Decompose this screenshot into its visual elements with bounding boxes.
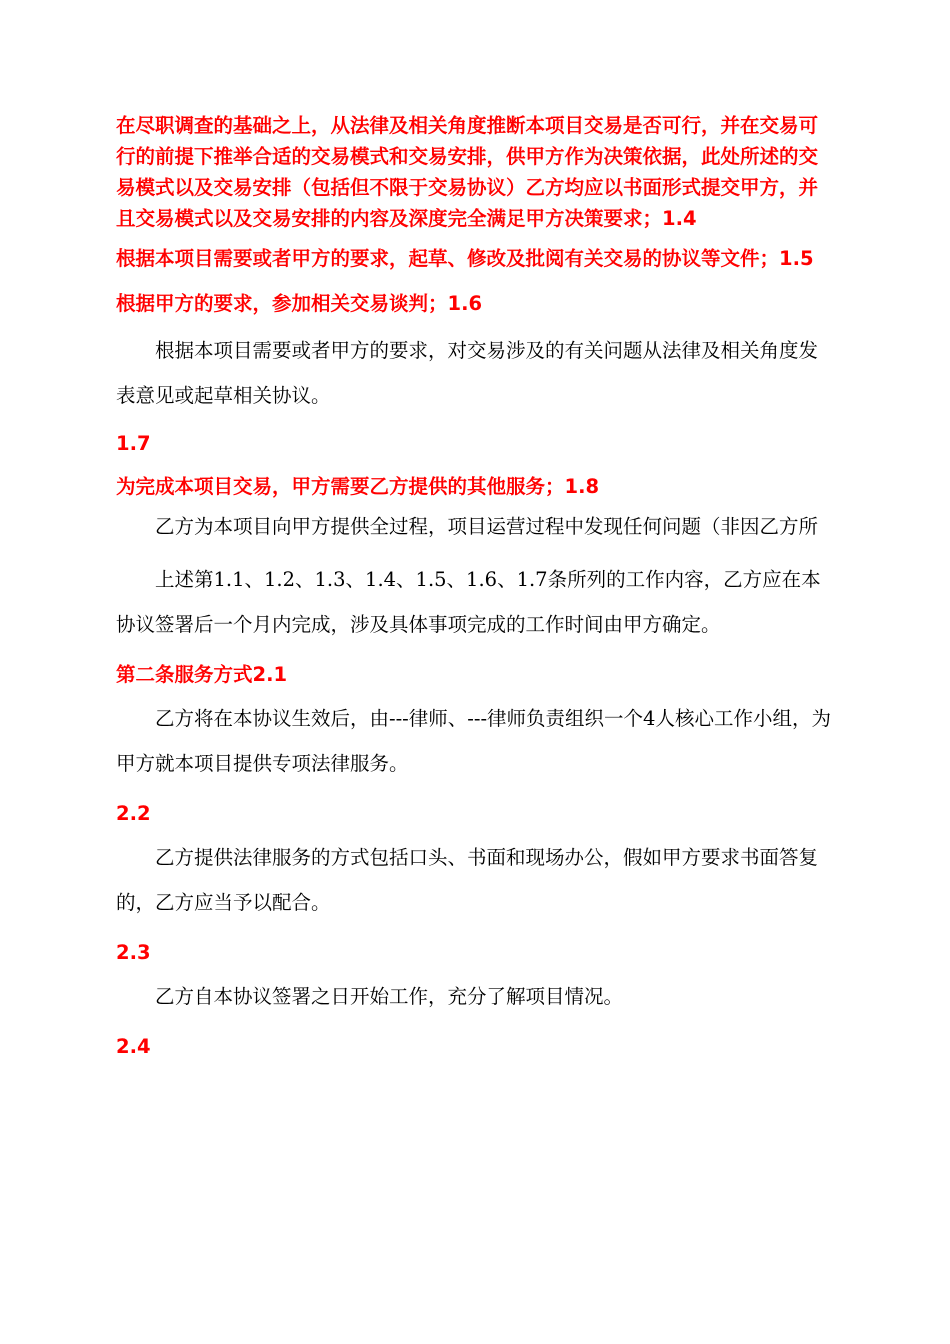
section-number-2-4: 2.4 (116, 1035, 151, 1058)
article-2-heading: 第二条服务方式2.1 (116, 663, 288, 686)
paragraph-1-7: 为完成本项目交易，甲方需要乙方提供的其他服务；1.8 (116, 475, 600, 498)
paragraph-1-3: 在尽职调查的基础之上，从法律及相关角度推断本项目交易是否可行，并在交易可行的前提下推举合适的交易模式和交易安排，供甲方作为决策依据，此处所述的交易模式以及交易安排（包括但不限于交易协议）乙方均应以书面形式提交甲方，并且交易模式以及交易安排的内容及深度完全满足甲方决策要求；1.4 (116, 114, 819, 230)
section-number-1-7: 1.7 (116, 432, 151, 455)
paragraph-2-2-body: 乙方提供法律服务的方式包括口头、书面和现场办公，假如甲方要求书面答复的，乙方应当予以配合。 (116, 846, 819, 914)
paragraph-1-8-body: 乙方为本项目向甲方提供全过程，项目运营过程中发现任何问题（非因乙方所 (155, 515, 819, 538)
document-body (116, 110, 836, 1062)
paragraph-1-4: 根据本项目需要或者甲方的要求，起草、修改及批阅有关交易的协议等文件；1.5 (116, 247, 814, 270)
paragraph-completion-time: 上述第1.1、1.2、1.3、1.4、1.5、1.6、1.7条所列的工作内容，乙方应在本协议签署后一个月内完成，涉及具体事项完成的工作时间由甲方确定。 (116, 568, 821, 636)
section-number-2-3: 2.3 (116, 941, 151, 964)
section-number-2-2: 2.2 (116, 802, 151, 825)
paragraph-2-3-body: 乙方自本协议签署之日开始工作，充分了解项目情况。 (155, 985, 624, 1008)
paragraph-1-5: 根据甲方的要求，参加相关交易谈判；1.6 (116, 292, 483, 315)
paragraph-1-6-body: 根据本项目需要或者甲方的要求，对交易涉及的有关问题从法律及相关角度发表意见或起草相关协议。 (116, 339, 819, 407)
paragraph-2-1-body: 乙方将在本协议生效后，由---律师、---律师负责组织一个4人核心工作小组，为甲方就本项目提供专项法律服务。 (116, 707, 831, 775)
